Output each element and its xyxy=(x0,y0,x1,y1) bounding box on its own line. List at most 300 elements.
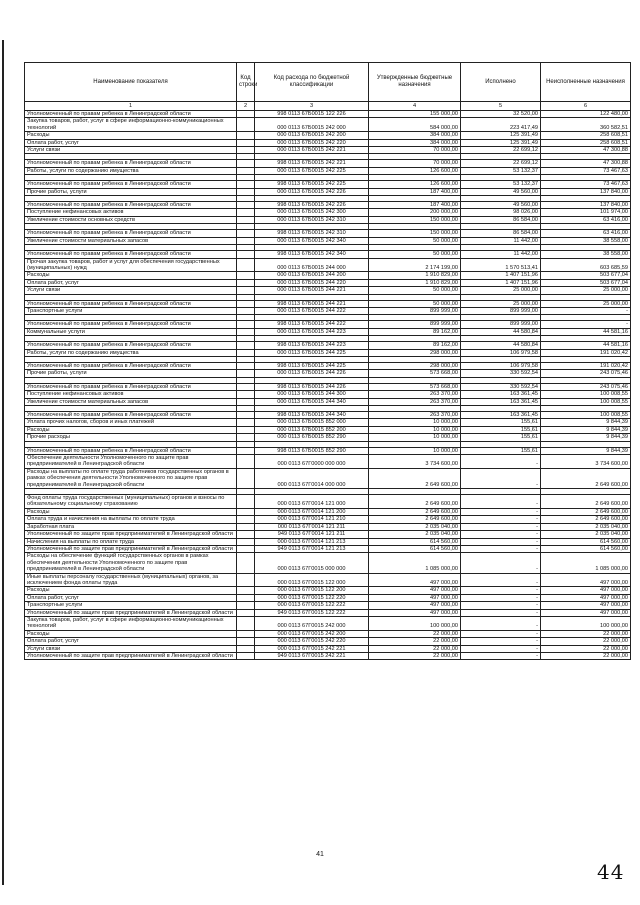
table-row xyxy=(25,594,631,601)
cell-line-code xyxy=(237,287,255,294)
cell-approved: 22 000,00 xyxy=(369,630,461,637)
cell-approved: 1 910 829,00 xyxy=(369,279,461,286)
cell-approved: 497 000,00 xyxy=(369,602,461,609)
cell-unexecuted: 38 558,00 xyxy=(541,237,631,244)
cell-name: Услуги связи xyxy=(25,645,237,652)
header-unexecuted: Неисполненные назначения xyxy=(541,63,631,102)
cell-name: Поступление нефинансовых активов xyxy=(25,391,237,398)
cell-unexecuted: 137 840,00 xyxy=(541,202,631,209)
cell-executed: 86 584,00 xyxy=(461,230,541,237)
cell-unexecuted: 497 000,00 xyxy=(541,594,631,601)
table-row xyxy=(25,531,631,538)
table-header-row xyxy=(25,63,631,102)
cell-name: Обеспечение деятельности Уполномоченного по защите прав предпринимателей в Ленинградской области xyxy=(25,455,237,469)
cell-approved: 10 000,00 xyxy=(369,426,461,433)
cell-line-code xyxy=(237,362,255,369)
cell-executed: 163 361,45 xyxy=(461,391,541,398)
table-row xyxy=(25,209,631,216)
table-row xyxy=(25,455,631,469)
cell-unexecuted: 9 844,39 xyxy=(541,426,631,433)
table-row xyxy=(25,342,631,349)
cell-line-code xyxy=(237,398,255,405)
cell-budget-code: 998 0113 67Б0015 242 225 xyxy=(255,181,369,188)
cell-approved: 187 400,00 xyxy=(369,202,461,209)
cell-line-code xyxy=(237,516,255,523)
table-row xyxy=(25,300,631,307)
cell-approved: 70 000,00 xyxy=(369,147,461,154)
cell-budget-code: 000 0113 67Б0015 852 290 xyxy=(255,434,369,441)
column-number-row xyxy=(25,102,631,111)
cell-executed: - xyxy=(461,653,541,660)
table-row xyxy=(25,426,631,433)
cell-name: Уполномоченный по защите прав предпринимателей в Ленинградской области xyxy=(25,531,237,538)
cell-name: Коммунальные услуги xyxy=(25,328,237,335)
cell-approved: 89 162,00 xyxy=(369,342,461,349)
column-number: 2 xyxy=(237,102,255,111)
cell-approved: 1 085 000,00 xyxy=(369,553,461,573)
cell-executed: 44 580,84 xyxy=(461,328,541,335)
cell-line-code xyxy=(237,508,255,515)
cell-executed: 25 000,00 xyxy=(461,300,541,307)
cell-budget-code: 000 0113 67Б0015 244 221 xyxy=(255,287,369,294)
table-row xyxy=(25,111,631,118)
table-row xyxy=(25,638,631,645)
cell-name: Поступление нефинансовых активов xyxy=(25,209,237,216)
cell-name: Работы, услуги по содержанию имущества xyxy=(25,349,237,356)
cell-executed: 49 560,00 xyxy=(461,188,541,195)
cell-name: Заработная плата xyxy=(25,523,237,530)
cell-unexecuted: 2 649 600,00 xyxy=(541,468,631,488)
cell-budget-code: 000 0113 67Б0015 852 000 xyxy=(255,419,369,426)
cell-line-code xyxy=(237,383,255,390)
budget-expense-table xyxy=(24,62,631,660)
cell-line-code xyxy=(237,645,255,652)
cell-executed: 155,61 xyxy=(461,419,541,426)
table-row xyxy=(25,434,631,441)
cell-executed: 155,61 xyxy=(461,447,541,454)
cell-line-code xyxy=(237,531,255,538)
cell-line-code xyxy=(237,630,255,637)
cell-unexecuted: 2 649 600,00 xyxy=(541,516,631,523)
cell-name: Уплата прочих налогов, сборов и иных платежей xyxy=(25,419,237,426)
cell-executed: 22 699,12 xyxy=(461,147,541,154)
column-number: 5 xyxy=(461,102,541,111)
cell-line-code xyxy=(237,455,255,469)
cell-unexecuted: 603 685,59 xyxy=(541,258,631,272)
cell-name: Оплата работ, услуг xyxy=(25,279,237,286)
cell-line-code xyxy=(237,300,255,307)
cell-unexecuted: 9 844,39 xyxy=(541,434,631,441)
cell-budget-code: 998 0113 67Б0015 244 340 xyxy=(255,412,369,419)
cell-approved: 2 649 600,00 xyxy=(369,508,461,515)
cell-executed: 86 584,00 xyxy=(461,216,541,223)
cell-unexecuted: 360 582,51 xyxy=(541,118,631,132)
cell-executed: 53 132,37 xyxy=(461,181,541,188)
cell-line-code xyxy=(237,237,255,244)
table-row xyxy=(25,328,631,335)
cell-approved: 384 000,00 xyxy=(369,132,461,139)
cell-approved: 22 000,00 xyxy=(369,645,461,652)
table-row xyxy=(25,516,631,523)
cell-name: Увеличение стоимости основных средств xyxy=(25,216,237,223)
cell-budget-code: 998 0113 67Б0015 244 222 xyxy=(255,321,369,328)
cell-unexecuted: 25 000,00 xyxy=(541,300,631,307)
cell-unexecuted: 22 000,00 xyxy=(541,653,631,660)
cell-executed: - xyxy=(461,538,541,545)
cell-line-code xyxy=(237,160,255,167)
header-indicator-name: Наименование показателя xyxy=(25,63,237,102)
cell-name: Уполномоченный по защите прав предпринимателей в Ленинградской области xyxy=(25,545,237,552)
cell-executed: - xyxy=(461,609,541,616)
cell-executed: - xyxy=(461,630,541,637)
cell-budget-code: 000 0113 67Б0015 244 340 xyxy=(255,398,369,405)
cell-unexecuted: 614 560,00 xyxy=(541,538,631,545)
cell-executed: - xyxy=(461,645,541,652)
cell-unexecuted: 1 085 000,00 xyxy=(541,553,631,573)
cell-name: Уполномоченный по правам ребенка в Ленинградской области xyxy=(25,300,237,307)
cell-name: Расходы xyxy=(25,272,237,279)
cell-approved: 263 370,00 xyxy=(369,391,461,398)
cell-name: Увеличение стоимости материальных запасов xyxy=(25,237,237,244)
cell-name: Увеличение стоимости материальных запасов xyxy=(25,398,237,405)
cell-approved: 614 560,00 xyxy=(369,545,461,552)
cell-unexecuted: 100 008,55 xyxy=(541,398,631,405)
cell-budget-code: 949 0113 67Г0015 122 222 xyxy=(255,609,369,616)
table-row xyxy=(25,523,631,530)
table-row xyxy=(25,495,631,509)
cell-line-code xyxy=(237,111,255,118)
cell-line-code xyxy=(237,523,255,530)
cell-line-code xyxy=(237,609,255,616)
cell-approved: 150 000,00 xyxy=(369,216,461,223)
table-row xyxy=(25,272,631,279)
column-number: 1 xyxy=(25,102,237,111)
cell-budget-code: 000 0113 67Б0015 242 226 xyxy=(255,188,369,195)
cell-executed: 53 132,37 xyxy=(461,167,541,174)
cell-approved: 298 000,00 xyxy=(369,349,461,356)
cell-line-code xyxy=(237,342,255,349)
cell-approved: 126 600,00 xyxy=(369,181,461,188)
cell-line-code xyxy=(237,202,255,209)
cell-budget-code: 949 0113 67Г0015 242 221 xyxy=(255,653,369,660)
cell-line-code xyxy=(237,391,255,398)
cell-name: Уполномоченный по правам ребенка в Ленинградской области xyxy=(25,383,237,390)
cell-budget-code: 000 0113 67Б0015 244 200 xyxy=(255,272,369,279)
cell-unexecuted: - xyxy=(541,307,631,314)
table-row xyxy=(25,251,631,258)
cell-executed: - xyxy=(461,638,541,645)
cell-unexecuted: 9 844,39 xyxy=(541,419,631,426)
cell-line-code xyxy=(237,307,255,314)
cell-executed: 1 407 151,96 xyxy=(461,279,541,286)
cell-approved: 50 000,00 xyxy=(369,287,461,294)
cell-budget-code: 000 0113 67Г0015 000 000 xyxy=(255,553,369,573)
cell-budget-code: 998 0113 67Б0015 244 226 xyxy=(255,383,369,390)
cell-budget-code: 000 0113 67Б0015 242 310 xyxy=(255,216,369,223)
cell-name: Работы, услуги по содержанию имущества xyxy=(25,167,237,174)
cell-line-code xyxy=(237,118,255,132)
cell-line-code xyxy=(237,587,255,594)
table-row xyxy=(25,545,631,552)
cell-unexecuted: 2 649 600,00 xyxy=(541,508,631,515)
table-row xyxy=(25,573,631,587)
table-row xyxy=(25,279,631,286)
cell-executed: 44 580,84 xyxy=(461,342,541,349)
cell-line-code xyxy=(237,251,255,258)
cell-budget-code: 000 0113 67Г0015 242 220 xyxy=(255,638,369,645)
table-row xyxy=(25,609,631,616)
cell-approved: 10 000,00 xyxy=(369,447,461,454)
cell-line-code xyxy=(237,638,255,645)
cell-name: Оплата работ, услуг xyxy=(25,594,237,601)
table-row xyxy=(25,616,631,630)
page-number: 41 xyxy=(316,851,324,858)
cell-budget-code: 000 0113 67Б0015 242 340 xyxy=(255,237,369,244)
cell-budget-code: 000 0113 67Б0015 242 225 xyxy=(255,167,369,174)
table-row xyxy=(25,447,631,454)
cell-name: Начисления на выплаты по оплате труда xyxy=(25,538,237,545)
cell-approved: 573 668,00 xyxy=(369,383,461,390)
cell-line-code xyxy=(237,181,255,188)
cell-budget-code: 000 0113 67Б0015 244 000 xyxy=(255,258,369,272)
cell-name: Услуги связи xyxy=(25,147,237,154)
cell-unexecuted: 47 300,88 xyxy=(541,160,631,167)
cell-name: Фонд оплаты труда государственных (муниципальных) органов и взносы по обязательному социальному страхованию xyxy=(25,495,237,509)
cell-approved: 497 000,00 xyxy=(369,609,461,616)
cell-executed: - xyxy=(461,594,541,601)
cell-line-code xyxy=(237,602,255,609)
table-row xyxy=(25,139,631,146)
cell-name: Уполномоченный по правам ребенка в Ленинградской области xyxy=(25,412,237,419)
cell-executed: - xyxy=(461,545,541,552)
cell-executed: - xyxy=(461,516,541,523)
table-row xyxy=(25,391,631,398)
cell-unexecuted: 497 000,00 xyxy=(541,602,631,609)
cell-executed: - xyxy=(461,495,541,509)
cell-budget-code: 998 0113 67Б0015 852 290 xyxy=(255,447,369,454)
cell-name: Уполномоченный по защите прав предпринимателей в Ленинградской области xyxy=(25,653,237,660)
table-row xyxy=(25,419,631,426)
cell-executed: - xyxy=(461,531,541,538)
cell-budget-code: 000 0113 67Б0015 244 223 xyxy=(255,328,369,335)
cell-name: Расходы xyxy=(25,508,237,515)
cell-line-code xyxy=(237,573,255,587)
cell-approved: 10 000,00 xyxy=(369,434,461,441)
cell-budget-code: 998 0113 67Б0015 242 226 xyxy=(255,202,369,209)
cell-executed: 1 407 151,96 xyxy=(461,272,541,279)
cell-line-code xyxy=(237,272,255,279)
table-row xyxy=(25,553,631,573)
cell-budget-code: 000 0113 67Б0015 242 300 xyxy=(255,209,369,216)
cell-executed: 11 442,00 xyxy=(461,237,541,244)
table-row xyxy=(25,237,631,244)
cell-line-code xyxy=(237,468,255,488)
cell-unexecuted: 2 649 600,00 xyxy=(541,495,631,509)
cell-budget-code: 000 0113 67Г0014 121 200 xyxy=(255,508,369,515)
cell-name: Расходы на выплаты по оплате труда работников государственных органов в рамках обеспечения деятельности Уполномоченного по защите прав предпринимателей в Ленинградской области xyxy=(25,468,237,488)
cell-approved: 899 999,00 xyxy=(369,307,461,314)
table-row xyxy=(25,587,631,594)
cell-executed: 899 999,00 xyxy=(461,321,541,328)
cell-executed: - xyxy=(461,455,541,469)
cell-approved: 497 000,00 xyxy=(369,594,461,601)
scan-edge-line xyxy=(2,40,4,885)
cell-line-code xyxy=(237,653,255,660)
cell-line-code xyxy=(237,495,255,509)
cell-unexecuted: 44 581,16 xyxy=(541,342,631,349)
cell-line-code xyxy=(237,328,255,335)
table-row xyxy=(25,202,631,209)
cell-approved: 10 000,00 xyxy=(369,419,461,426)
cell-approved: 2 035 040,00 xyxy=(369,531,461,538)
cell-name: Расходы на обеспечение функций государственных органов в рамках обеспечения деятельности Уполномоченного по защите прав предпринимателей в Ленинградской области xyxy=(25,553,237,573)
cell-executed: 125 391,49 xyxy=(461,132,541,139)
cell-approved: 2 649 600,00 xyxy=(369,495,461,509)
cell-executed: - xyxy=(461,523,541,530)
cell-line-code xyxy=(237,188,255,195)
cell-unexecuted: 2 035 040,00 xyxy=(541,531,631,538)
cell-budget-code: 000 0113 67Г0015 122 200 xyxy=(255,587,369,594)
cell-line-code xyxy=(237,209,255,216)
cell-name: Уполномоченный по правам ребенка в Ленинградской области xyxy=(25,202,237,209)
cell-executed: - xyxy=(461,553,541,573)
header-line-code: Код строки xyxy=(237,63,255,102)
cell-budget-code: 000 0113 67Б0015 242 200 xyxy=(255,132,369,139)
cell-unexecuted: 243 075,46 xyxy=(541,383,631,390)
cell-unexecuted: 137 840,00 xyxy=(541,188,631,195)
cell-unexecuted: 497 000,00 xyxy=(541,573,631,587)
cell-unexecuted: 497 000,00 xyxy=(541,609,631,616)
cell-approved: 50 000,00 xyxy=(369,237,461,244)
cell-unexecuted: 503 677,04 xyxy=(541,272,631,279)
cell-approved: 200 000,00 xyxy=(369,209,461,216)
cell-unexecuted: 101 974,00 xyxy=(541,209,631,216)
cell-executed: - xyxy=(461,573,541,587)
table-row xyxy=(25,383,631,390)
cell-budget-code: 000 0113 67Б0015 244 220 xyxy=(255,279,369,286)
table-row xyxy=(25,602,631,609)
table-row xyxy=(25,258,631,272)
cell-executed: - xyxy=(461,508,541,515)
cell-line-code xyxy=(237,370,255,377)
cell-name: Уполномоченный по правам ребенка в Ленинградской области xyxy=(25,160,237,167)
cell-budget-code: 000 0113 67Г0015 122 222 xyxy=(255,602,369,609)
cell-line-code xyxy=(237,216,255,223)
cell-budget-code: 998 0113 67Б0015 244 223 xyxy=(255,342,369,349)
cell-budget-code: 000 0113 67Г0014 121 000 xyxy=(255,495,369,509)
cell-line-code xyxy=(237,167,255,174)
cell-budget-code: 949 0113 67Г0014 121 213 xyxy=(255,545,369,552)
cell-approved: 384 000,00 xyxy=(369,139,461,146)
cell-executed: 163 361,45 xyxy=(461,398,541,405)
cell-approved: 2 174 199,00 xyxy=(369,258,461,272)
cell-executed: 125 391,49 xyxy=(461,139,541,146)
cell-line-code xyxy=(237,616,255,630)
header-executed: Исполнено xyxy=(461,63,541,102)
table-body xyxy=(25,111,631,660)
cell-line-code xyxy=(237,132,255,139)
table-row xyxy=(25,321,631,328)
cell-name: Уполномоченный по правам ребенка в Ленинградской области xyxy=(25,342,237,349)
cell-budget-code: 000 0113 67Б0015 242 000 xyxy=(255,118,369,132)
cell-unexecuted: 503 677,04 xyxy=(541,279,631,286)
cell-approved: 573 668,00 xyxy=(369,370,461,377)
table-row xyxy=(25,362,631,369)
cell-approved: 89 162,00 xyxy=(369,328,461,335)
cell-budget-code: 000 0113 67Б0015 244 226 xyxy=(255,370,369,377)
cell-executed: 899 999,00 xyxy=(461,307,541,314)
cell-unexecuted: 9 844,39 xyxy=(541,447,631,454)
cell-approved: 2 035 040,00 xyxy=(369,523,461,530)
cell-name: Уполномоченный по правам ребенка в Ленинградской области xyxy=(25,321,237,328)
cell-name: Услуги связи xyxy=(25,287,237,294)
cell-approved: 22 000,00 xyxy=(369,653,461,660)
cell-approved: 100 000,00 xyxy=(369,616,461,630)
table-row xyxy=(25,160,631,167)
cell-name: Оплата работ, услуг xyxy=(25,139,237,146)
cell-approved: 150 000,00 xyxy=(369,230,461,237)
cell-executed: 106 979,58 xyxy=(461,349,541,356)
cell-name: Прочие работы, услуги xyxy=(25,188,237,195)
cell-approved: 50 000,00 xyxy=(369,300,461,307)
cell-budget-code: 000 0113 67Г0015 242 221 xyxy=(255,645,369,652)
cell-name: Расходы xyxy=(25,587,237,594)
cell-name: Уполномоченный по правам ребенка в Ленинградской области xyxy=(25,111,237,118)
cell-line-code xyxy=(237,426,255,433)
cell-line-code xyxy=(237,139,255,146)
cell-approved: 263 370,00 xyxy=(369,398,461,405)
cell-approved: 263 370,00 xyxy=(369,412,461,419)
cell-name: Уполномоченный по защите прав предпринимателей в Ленинградской области xyxy=(25,609,237,616)
table-row xyxy=(25,412,631,419)
cell-approved: 497 000,00 xyxy=(369,573,461,587)
cell-unexecuted: - xyxy=(541,321,631,328)
cell-line-code xyxy=(237,412,255,419)
cell-unexecuted: 191 020,42 xyxy=(541,362,631,369)
cell-unexecuted: 122 480,00 xyxy=(541,111,631,118)
cell-budget-code: 000 0113 67Г0014 121 210 xyxy=(255,516,369,523)
cell-budget-code: 000 0113 67Г0015 122 220 xyxy=(255,594,369,601)
cell-name: Уполномоченный по правам ребенка в Ленинградской области xyxy=(25,362,237,369)
table-row xyxy=(25,181,631,188)
column-number: 6 xyxy=(541,102,631,111)
cell-unexecuted: 22 000,00 xyxy=(541,638,631,645)
cell-approved: 50 000,00 xyxy=(369,251,461,258)
table-row xyxy=(25,118,631,132)
table-row xyxy=(25,370,631,377)
cell-unexecuted: 44 581,16 xyxy=(541,328,631,335)
cell-unexecuted: 3 734 600,00 xyxy=(541,455,631,469)
cell-executed: 22 699,12 xyxy=(461,160,541,167)
cell-budget-code: 000 0113 67Г0015 242 200 xyxy=(255,630,369,637)
cell-name: Оплата работ, услуг xyxy=(25,638,237,645)
cell-approved: 22 000,00 xyxy=(369,638,461,645)
cell-budget-code: 998 0113 67Б0015 242 221 xyxy=(255,160,369,167)
cell-name: Иные выплаты персоналу государственных (муниципальных) органов, за исключением фонда оплаты труда xyxy=(25,573,237,587)
column-number: 3 xyxy=(255,102,369,111)
cell-executed: 106 979,58 xyxy=(461,362,541,369)
cell-line-code xyxy=(237,258,255,272)
cell-approved: 899 999,00 xyxy=(369,321,461,328)
cell-name: Транспортные услуги xyxy=(25,307,237,314)
cell-executed: - xyxy=(461,616,541,630)
cell-name: Расходы xyxy=(25,132,237,139)
cell-name: Расходы xyxy=(25,426,237,433)
cell-approved: 584 000,00 xyxy=(369,118,461,132)
table-row xyxy=(25,630,631,637)
cell-executed: 155,61 xyxy=(461,434,541,441)
table-row xyxy=(25,132,631,139)
